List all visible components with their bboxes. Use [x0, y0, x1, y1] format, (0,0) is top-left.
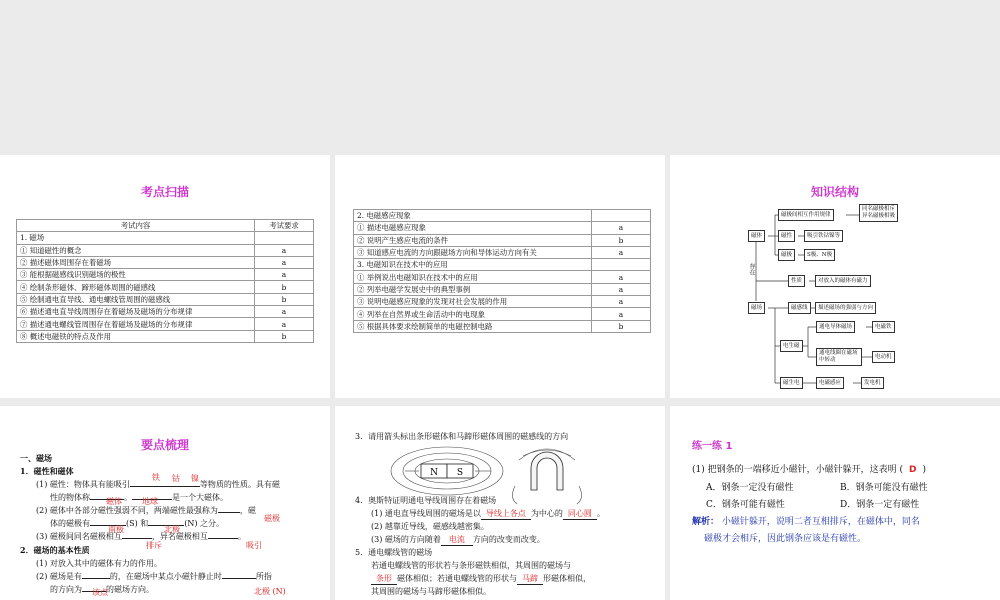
- cell-content: ③ 能根据磁感线识别磁场的极性: [17, 269, 255, 281]
- text: 。: [237, 532, 246, 541]
- table-row: [17, 306, 314, 318]
- cell-content: ① 知道磁性的概念: [17, 244, 255, 256]
- answer-bar: 条形: [371, 574, 397, 585]
- table-row: [17, 281, 314, 293]
- line-1b: [50, 491, 228, 504]
- blank-direction: [82, 578, 110, 579]
- cell-content: ② 列举电磁学发展史中的典型事例: [354, 283, 592, 295]
- table-row: [354, 296, 651, 308]
- text: (2) 磁体中各部分磁性强弱不同，两端磁性最强称为: [36, 506, 218, 515]
- node-electricity-to-magnetism: 电生磁: [780, 340, 803, 352]
- table-row: [354, 259, 651, 271]
- line-3: [36, 530, 246, 543]
- horseshoe-magnet: [531, 452, 563, 490]
- text: (3) 磁极间同名磁极相互: [36, 532, 122, 541]
- slide-title: 考点扫描: [140, 185, 189, 199]
- cell-requirement: a: [592, 271, 651, 283]
- answer-d: D: [908, 465, 917, 475]
- table-header: [17, 220, 314, 232]
- text: 体的磁极有: [50, 519, 90, 528]
- text: ，磁: [239, 506, 256, 515]
- line-4: (1) 对放入其中的磁体有力的作用。: [36, 559, 162, 568]
- question-5b: [371, 572, 591, 585]
- rule-unlike-attract: 异名磁极相吸: [862, 213, 896, 219]
- section-magnetic-field: 一、磁场: [20, 454, 52, 463]
- slide-title: 知识结构: [810, 185, 859, 199]
- table-row: [354, 308, 651, 320]
- text: 方向的改变而改变。: [472, 535, 545, 544]
- table-row: [17, 232, 314, 244]
- header-content: 考试内容: [17, 220, 255, 232]
- cell-requirement: [592, 259, 651, 271]
- option-b: B．钢条可能没有磁性: [840, 483, 928, 493]
- cell-content: ③ 说明电磁感应现象的发现对社会发展的作用: [354, 296, 592, 308]
- slide-key-points: [0, 406, 330, 600]
- cell-content: ⑤ 绘制通电直导线、通电螺线管周围的磁感线: [17, 293, 255, 305]
- table-row: [17, 269, 314, 281]
- table-row: [17, 318, 314, 330]
- table-row: [354, 246, 651, 258]
- answer-cobalt: 钴: [172, 474, 180, 483]
- text: (S) 和: [126, 519, 149, 528]
- option-c: C．钢条可能有磁性: [706, 500, 785, 510]
- question-4c: [371, 533, 545, 546]
- node-attract-iron: 吸引铁钴镍等: [804, 230, 843, 242]
- cell-content: ④ 列举在自然界或生命活动中的电现象: [354, 308, 592, 320]
- answer-this-point: 该点: [92, 588, 108, 597]
- answer-repel: 排斥: [146, 541, 162, 550]
- answer-north-n: 北极 (N): [254, 587, 286, 596]
- cell-content: ⑦ 描述通电螺线管周围存在着磁场及磁场的分布规律: [17, 318, 255, 330]
- node-induction: 电磁感应: [816, 377, 844, 389]
- cell-content: ⑤ 根据具体要求绘制简单的电磁控制电路: [354, 320, 592, 332]
- text: 所指: [255, 572, 272, 581]
- table-row: [17, 330, 314, 342]
- node-field-lines-desc: 描述磁场的强弱与方向: [815, 302, 876, 314]
- answer-south-pole: 南极: [108, 525, 124, 534]
- label-n: N: [430, 468, 438, 478]
- table-row: [354, 271, 651, 283]
- node-magnetism-to-electricity: 磁生电: [780, 377, 803, 389]
- question-5c: 其周围的磁场与马蹄形磁体相似。: [371, 587, 491, 596]
- table-row: [17, 244, 314, 256]
- blank-repel: [122, 538, 152, 539]
- cell-requirement: a: [255, 269, 314, 281]
- cell-content: ① 描述电磁感应现象: [354, 222, 592, 234]
- explanation-label: 解析：: [692, 517, 720, 527]
- cell-requirement: [592, 210, 651, 222]
- option-a: A．钢条一定没有磁性: [706, 483, 794, 493]
- practice-title: 练一练 1: [692, 441, 733, 452]
- cell-requirement: a: [592, 296, 651, 308]
- text: ): [922, 465, 926, 475]
- node-coil-rotation: 通电线圈在磁场中转动: [816, 348, 862, 366]
- table-row: [17, 256, 314, 268]
- table-row: [354, 234, 651, 246]
- text: 是一个大磁体。: [172, 493, 228, 502]
- line-2b: [50, 517, 224, 530]
- text: (3) 磁场的方向随着: [371, 535, 441, 544]
- slide-exam-scan-continued: [335, 155, 665, 398]
- option-d: D．钢条一定有磁性: [840, 500, 920, 510]
- node-field-lines: 磁感线: [788, 302, 811, 314]
- table-row: [354, 320, 651, 332]
- question-4b: (2) 越靠近导线，磁感线越密集。: [371, 522, 489, 531]
- node-property-desc: 对放入的磁体有磁力: [815, 275, 871, 287]
- label-s: S: [456, 468, 464, 478]
- node-electromagnet: 电磁铁: [872, 321, 895, 333]
- question-5a: 若通电螺线管的形状若与条形磁铁相似，其周围的磁场与: [371, 561, 571, 570]
- cell-requirement: [255, 232, 314, 244]
- text: 的方向为: [50, 585, 82, 594]
- label-exist: 存在: [748, 263, 755, 275]
- text: 性的物体称: [50, 493, 90, 502]
- explanation: [692, 516, 920, 529]
- blank-attract: [208, 538, 238, 539]
- node-motor: 电动机: [872, 351, 895, 363]
- text: 磁体相似；若通电螺线管的形状与: [397, 574, 517, 583]
- text: (1) 通电直导线周围的磁场是以: [371, 509, 481, 518]
- cell-requirement: b: [592, 234, 651, 246]
- answer-horseshoe: 马蹄: [517, 574, 543, 585]
- cell-requirement: a: [592, 283, 651, 295]
- cell-requirement: a: [592, 308, 651, 320]
- table-row: [354, 210, 651, 222]
- blank-iron-cobalt-nickel: [130, 486, 200, 487]
- cell-requirement: a: [255, 256, 314, 268]
- cell-requirement: a: [592, 246, 651, 258]
- text: 小磁针躲开，说明二者互相排斥，在磁体中，同名: [721, 517, 920, 527]
- node-magnetic-field: 磁场: [748, 302, 765, 314]
- text: 的磁场方向。: [106, 585, 154, 594]
- text: 等物质的性质。具有磁: [199, 480, 280, 489]
- cell-content: ③ 知道感应电流的方向跟磁场方向和导体运动方向有关: [354, 246, 592, 258]
- answer-current: 电流: [441, 535, 473, 546]
- cell-content: ⑥ 描述通电直导线周围存在着磁场及磁场的分布规律: [17, 306, 255, 318]
- heading-field-property: 2．磁场的基本性质: [20, 545, 90, 555]
- cell-requirement: a: [592, 222, 651, 234]
- cell-content: ⑧ 概述电磁铁的特点及作用: [17, 330, 255, 342]
- table-row: [354, 222, 651, 234]
- question-5: 5．通电螺线管的磁场: [355, 548, 433, 557]
- requirements-table-continued: [353, 209, 651, 333]
- node-property: 性质: [788, 275, 805, 287]
- line-2a: [36, 504, 256, 517]
- text: (1) 把钢条的一端移近小磁针，小磁针躲开，这表明 (: [692, 465, 903, 475]
- cell-requirement: b: [255, 330, 314, 342]
- slide-title: 要点梳理: [140, 438, 189, 452]
- question-4a: [371, 507, 605, 520]
- cell-requirement: a: [255, 318, 314, 330]
- cell-content: ① 举例说出电磁知识在技术中的应用: [354, 271, 592, 283]
- cell-content: 1. 磁场: [17, 232, 255, 244]
- cell-requirement: b: [592, 320, 651, 332]
- text: (2) 磁场是有: [36, 572, 82, 581]
- cell-content: 2. 电磁感应现象: [354, 210, 592, 222]
- blank-north-n: [222, 578, 256, 579]
- slide-exam-scan: [0, 155, 330, 398]
- question-4: 4．奥斯特证明通电导线周围存在着磁场: [355, 496, 497, 505]
- table-row: [354, 283, 651, 295]
- answer-magnet: 磁体: [106, 497, 122, 506]
- cell-content: ② 描述磁体周围存在着磁场: [17, 256, 255, 268]
- blank-pole: [218, 512, 240, 513]
- node-magnet: 磁体: [748, 230, 765, 242]
- practice-question: [692, 464, 926, 477]
- text: (1) 磁性：物体具有能吸引: [36, 480, 130, 489]
- node-pole-rules: [859, 204, 898, 222]
- answer-concentric-circles: 同心圆: [563, 509, 597, 520]
- slide-practice: [670, 406, 1000, 600]
- cell-content: ④ 绘制条形磁体、蹄形磁体周围的磁感线: [17, 281, 255, 293]
- node-poles: 磁极: [778, 249, 795, 261]
- cell-requirement: a: [255, 244, 314, 256]
- text: 。: [124, 493, 132, 502]
- answer-earth: 地球: [142, 497, 158, 506]
- answer-pole: 磁极: [264, 514, 280, 523]
- node-s-n-poles: S极、N极: [804, 249, 835, 261]
- cell-requirement: a: [255, 306, 314, 318]
- text: 形磁体相似，: [543, 574, 591, 583]
- answer-nickel: 镍: [191, 474, 199, 483]
- cell-requirement: b: [255, 293, 314, 305]
- rule-like-repel: 同名磁极相斥: [862, 206, 896, 212]
- node-magnetism: 磁性: [778, 230, 795, 242]
- answer-wire-points: 导线上各点: [481, 509, 531, 520]
- header-requirement: 考试要求: [255, 220, 314, 232]
- heading-magnetism: 1．磁性和磁体: [20, 466, 74, 476]
- text: 。: [596, 509, 605, 518]
- explanation-2: 磁极才会相斥，因此钢条应该是有磁性。: [704, 534, 867, 544]
- answer-iron: 铁: [152, 473, 160, 482]
- node-generator: 发电机: [861, 377, 884, 389]
- text: ，异名磁极相互: [151, 532, 208, 541]
- cell-content: ② 说明产生感应电流的条件: [354, 234, 592, 246]
- text: 为中心的: [530, 509, 563, 518]
- node-pole-interaction: 磁极间相互作用规律: [778, 209, 834, 221]
- answer-attract: 吸引: [246, 541, 262, 550]
- question-3: 3．请用箭头标出条形磁体和马蹄形磁体周围的磁感线的方向: [355, 432, 569, 441]
- slide-field-lines: [335, 406, 665, 600]
- answer-north-pole: 北极: [164, 525, 180, 534]
- table-row: [17, 293, 314, 305]
- node-current-field: 通电导体磁场: [816, 321, 855, 333]
- cell-requirement: b: [255, 281, 314, 293]
- slide-knowledge-structure: [670, 155, 1000, 398]
- line-5: [36, 570, 272, 583]
- text: (N) 之分。: [184, 519, 225, 528]
- text: 的，在磁场中某点小磁针静止时: [109, 572, 222, 581]
- cell-content: 3. 电磁知识在技术中的应用: [354, 259, 592, 271]
- requirements-table: [16, 219, 314, 343]
